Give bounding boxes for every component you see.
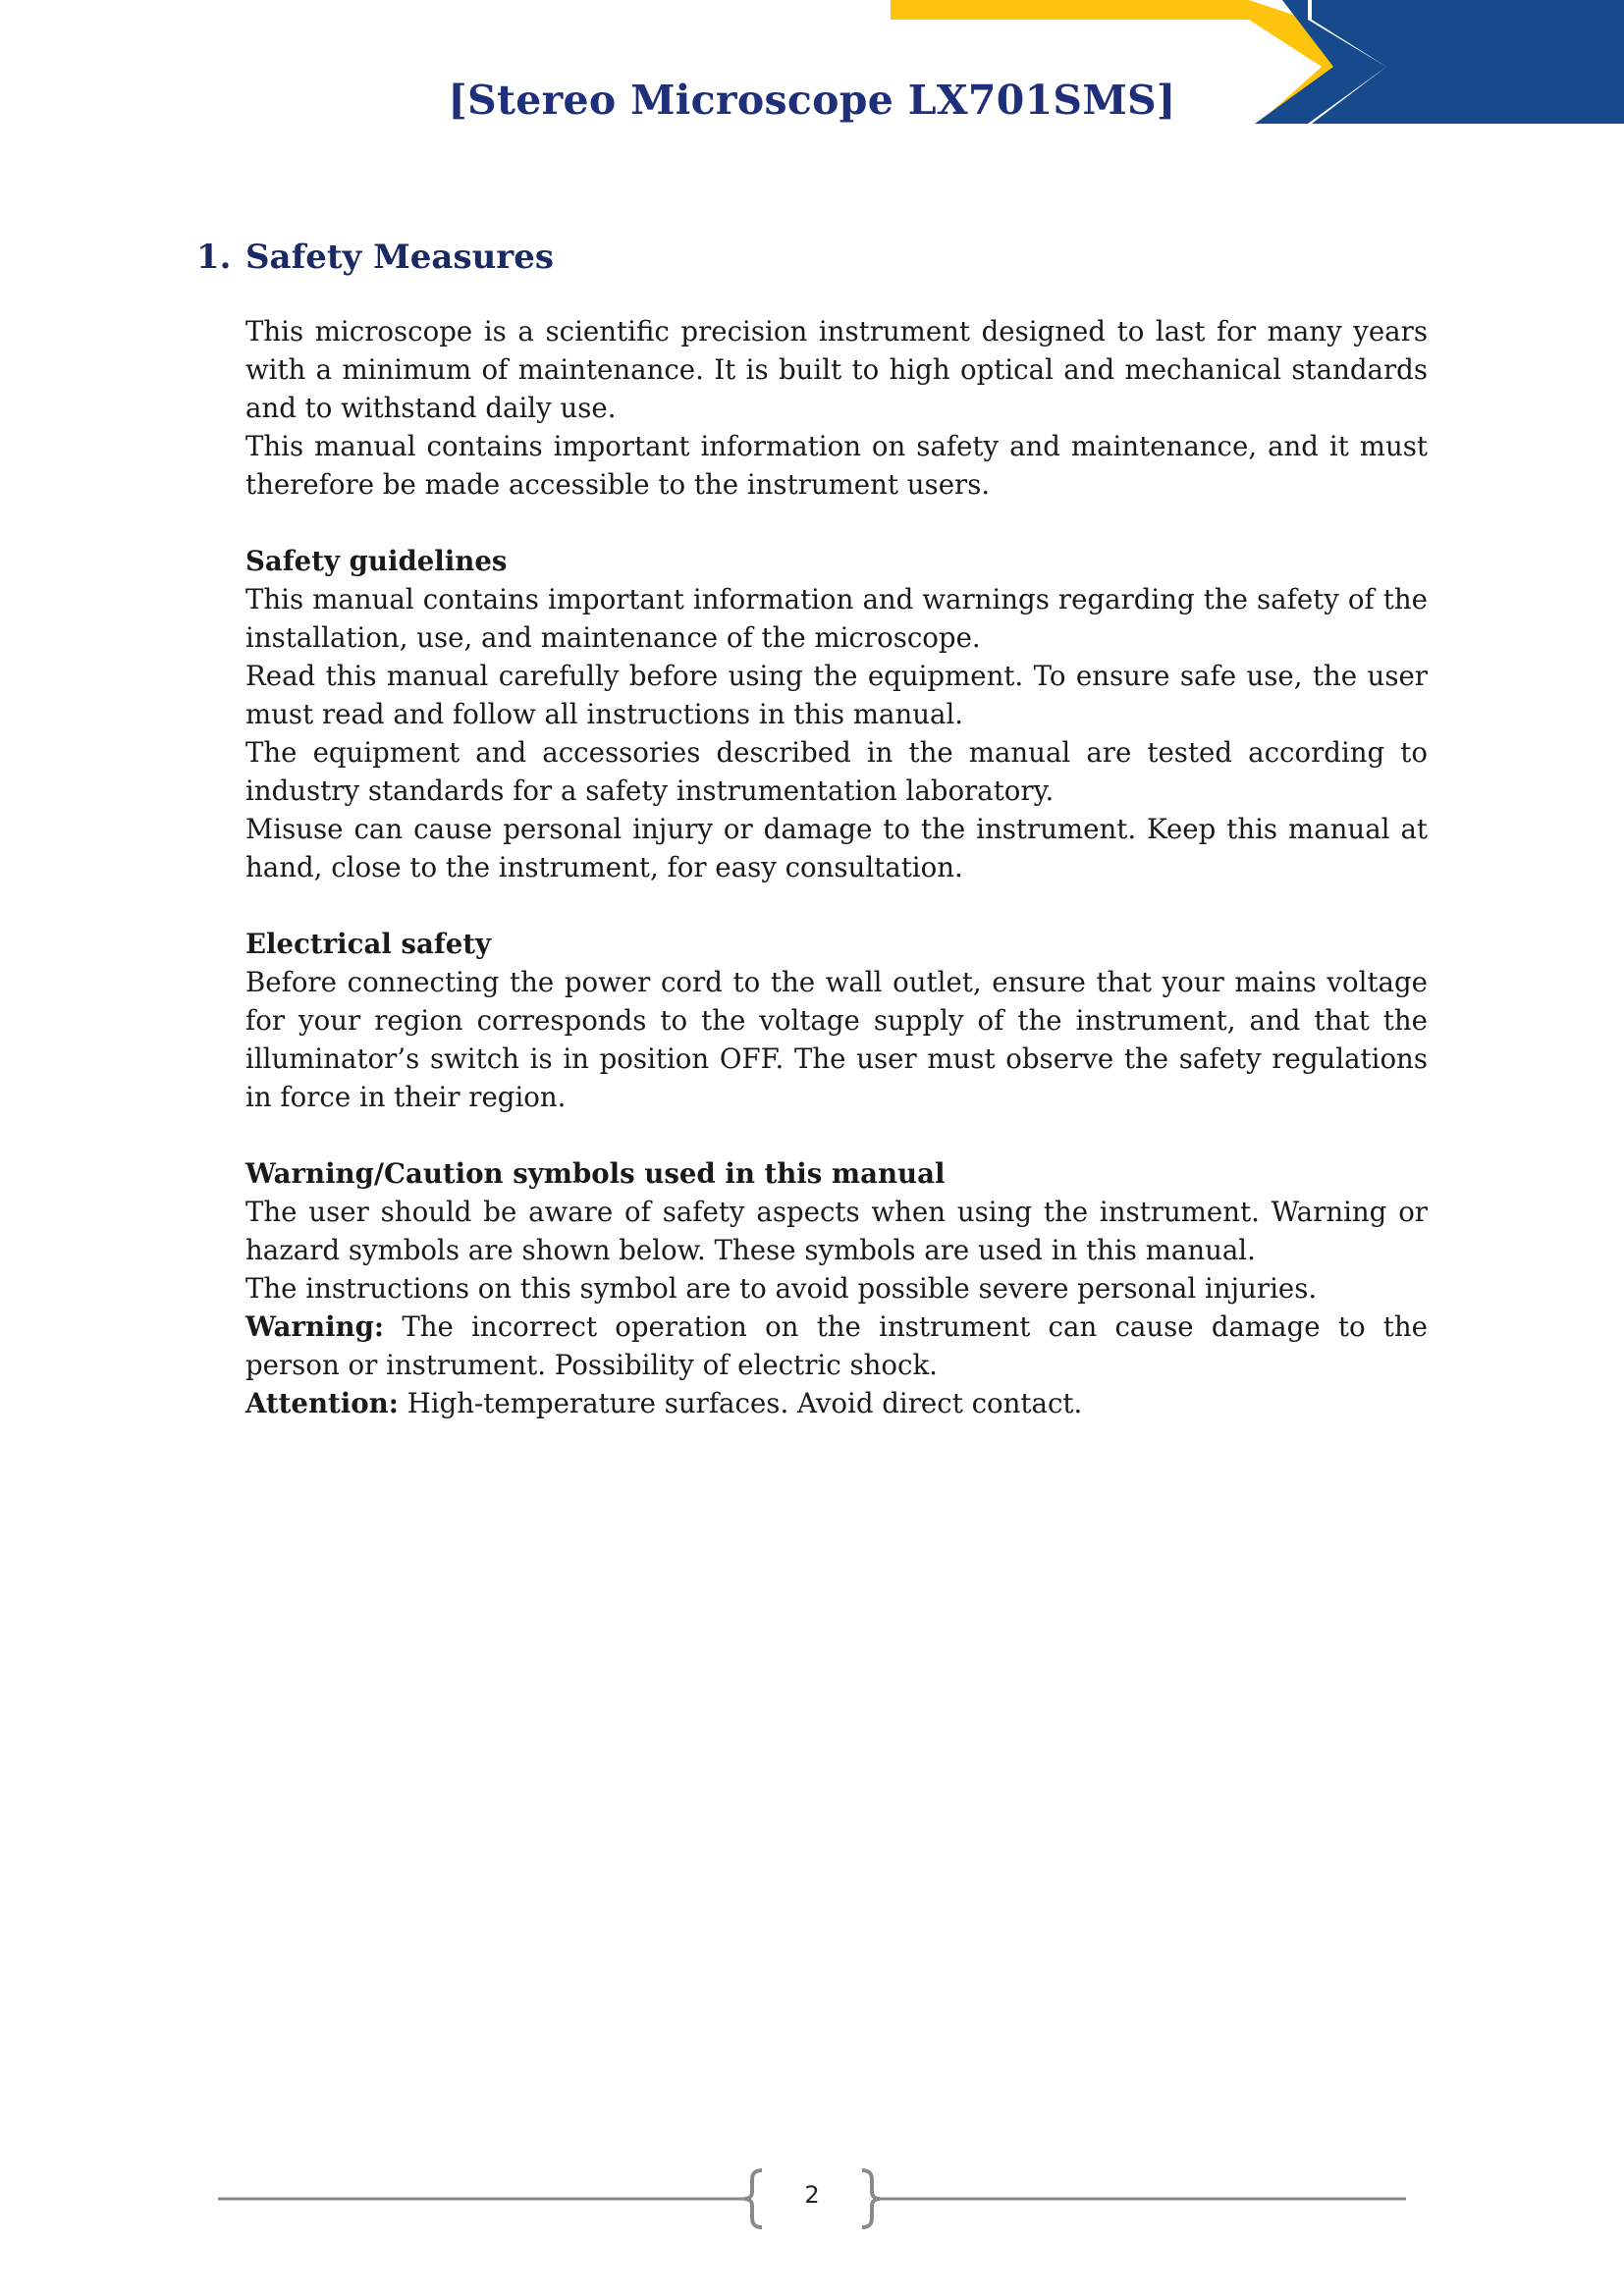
section-body [245,312,1428,1422]
guidelines-paragraph-4: Misuse can cause personal injury or damage to the instrument. Keep this manual at hand, close to the instrument, for easy consultation. [245,813,1428,883]
spacer [245,504,1428,542]
intro-paragraph-1: This microscope is a scientific precision instrument designed to last for many years with a minimum of maintenance. It is built to high optical and mechanical standards and to withstand daily use. [245,315,1428,424]
guidelines-paragraph-2: Read this manual carefully before using the equipment. To ensure safe use, the user must read and follow all instructions in this manual. [245,660,1428,730]
warning-label: Warning: [245,1310,385,1343]
section-heading [196,238,554,277]
electrical-safety-heading: Electrical safety [245,928,492,960]
section-number: 1. [196,238,232,277]
safety-guidelines-heading: Safety guidelines [245,545,508,577]
intro-paragraph-2: This manual contains important information on safety and maintenance, and it must therefore be made accessible to the instrument users. [245,430,1428,501]
spacer [245,886,1428,925]
guidelines-paragraph-3: The equipment and accessories described in the manual are tested according to industry standards for a safety instrumentation laboratory. [245,736,1428,807]
page-number: 2 [804,2181,820,2209]
header-yellow-band [891,0,1308,20]
attention-label: Attention: [245,1387,399,1419]
footer-bracket-right [862,2170,880,2227]
warning-text: The incorrect operation on the instrument can cause damage to the person or instrument. Possibility of electric shock. [245,1310,1428,1381]
symbols-paragraph-1: The user should be aware of safety aspects when using the instrument. Warning or hazard symbols are shown below. These symbols are used in this manual. [245,1196,1428,1266]
section-title: Safety Measures [245,238,554,277]
electrical-paragraph: Before connecting the power cord to the wall outlet, ensure that your mains voltage for your region corresponds to the voltage supply of the instrument, and that the illuminator’s switch is in position OFF. The user must observe the safety regulations in force in their region. [245,966,1428,1113]
symbols-paragraph-2: The instructions on this symbol are to avoid possible severe personal injuries. [245,1272,1318,1305]
spacer [245,1116,1428,1154]
document-title: [Stereo Microscope LX701SMS] [448,77,1176,124]
symbols-heading: Warning/Caution symbols used in this manual [245,1157,946,1190]
guidelines-paragraph-1: This manual contains important information and warnings regarding the safety of the installation, use, and maintenance of the microscope. [245,583,1428,654]
attention-paragraph [245,1384,1428,1422]
attention-text: High-temperature surfaces. Avoid direct contact. [398,1387,1083,1419]
warning-paragraph [245,1308,1428,1384]
footer-bracket-left [744,2170,762,2227]
